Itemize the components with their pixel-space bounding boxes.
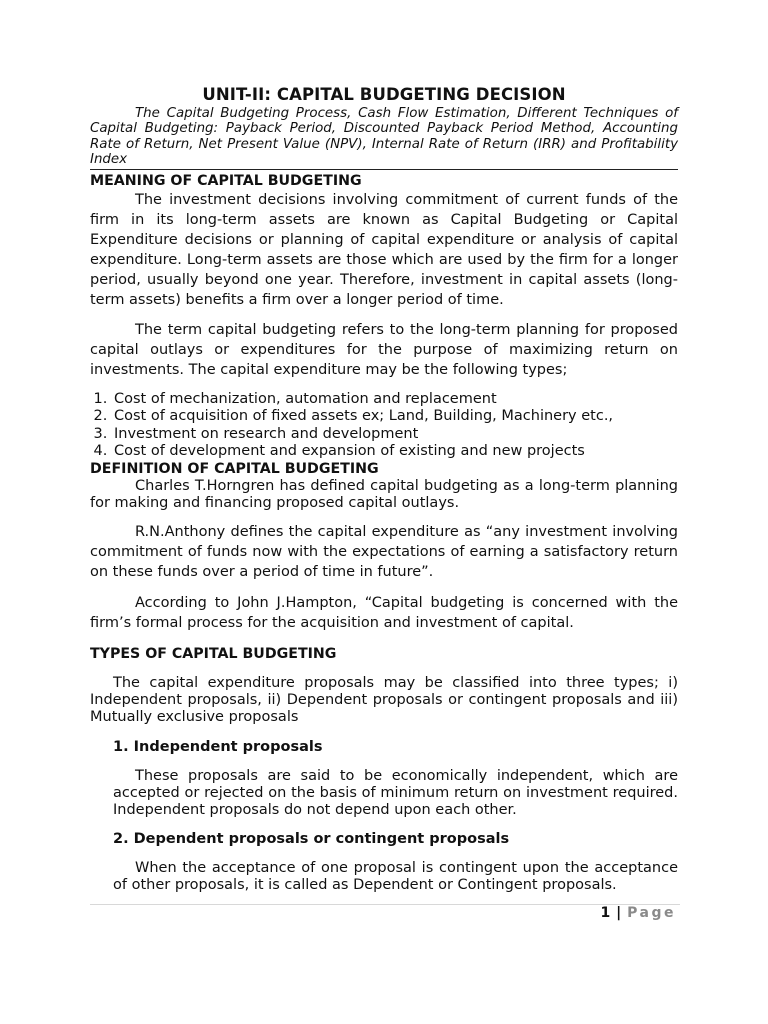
expenditure-types-list bbox=[90, 391, 678, 461]
meaning-heading: MEANING OF CAPITAL BUDGETING bbox=[90, 172, 362, 189]
dependent-proposals-heading: 2. Dependent proposals or contingent proposals bbox=[113, 830, 510, 847]
page-separator: | bbox=[616, 905, 622, 921]
definition-paragraph-1: Charles T.Horngren has defined capital budgeting as a long-term planning for making and financing proposed capital outlays. bbox=[90, 477, 678, 511]
list-item: 2. Cost of acquisition of fixed assets ex; Land, Building, Machinery etc., bbox=[112, 408, 678, 426]
page-title: UNIT-II: CAPITAL BUDGETING DECISION bbox=[202, 85, 566, 104]
list-item: 4. Cost of development and expansion of existing and new projects bbox=[112, 443, 678, 461]
independent-proposals-text bbox=[90, 768, 678, 819]
page-footer bbox=[601, 905, 676, 921]
meaning-paragraph-1: The investment decisions involving commitment of current funds of the firm in its long-term assets are known as Capital Budgeting or Capital Expenditure decisions or planning of capital expenditure or analysis of capital expenditure. Long-term assets are those which are used by the firm for a longer period, usually beyond one year. Therefore, investment in capital assets (long-term assets) benefits a firm over a longer period of time. bbox=[90, 191, 678, 308]
types-heading: TYPES OF CAPITAL BUDGETING bbox=[90, 645, 337, 662]
dependent-proposals-text bbox=[90, 860, 678, 894]
definition-heading: DEFINITION OF CAPITAL BUDGETING bbox=[90, 460, 379, 477]
types-section bbox=[90, 646, 678, 894]
meaning-section bbox=[90, 173, 678, 461]
definition-paragraph-3: According to John J.Hampton, “Capital budgeting is concerned with the firm’s formal process for the acquisition and investment of capital. bbox=[90, 594, 678, 631]
independent-proposals-body: These proposals are said to be economically independent, which are accepted or rejected on the basis of minimum return on investment required. Independent proposals do not depend upon each other. bbox=[113, 767, 678, 818]
meaning-paragraph-2: The term capital budgeting refers to the long-term planning for proposed capital outlays or expenditures for the purpose of maximizing return on investments. The capital expenditure may be the following types; bbox=[90, 321, 678, 378]
definition-section bbox=[90, 461, 678, 633]
dependent-proposals-body: When the acceptance of one proposal is contingent upon the acceptance of other proposals, it is called as Dependent or Contingent proposals. bbox=[113, 859, 678, 893]
list-item: 3. Investment on research and development bbox=[112, 426, 678, 444]
page-label: Page bbox=[627, 905, 676, 921]
list-item: 1. Cost of mechanization, automation and replacement bbox=[112, 391, 678, 409]
types-intro: The capital expenditure proposals may be classified into three types; i) Independent proposals, ii) Dependent proposals or contingent proposals and iii) Mutually exclusive proposals bbox=[90, 674, 678, 725]
footer-divider bbox=[90, 904, 680, 905]
page-number: 1 bbox=[600, 905, 611, 921]
independent-proposals-heading: 1. Independent proposals bbox=[113, 738, 323, 755]
definition-paragraph-2: R.N.Anthony defines the capital expenditure as “any investment involving commitment of funds now with the expectations of earning a satisfactory return on these funds over a period of time in future”. bbox=[90, 523, 678, 580]
document-page bbox=[90, 84, 678, 894]
unit-subtitle: The Capital Budgeting Process, Cash Flow Estimation, Different Techniques of Capital Budgeting: Payback Period, Discounted Payback Period Method, Accounting Rate of Return, Net Present Value (NPV), Internal Rate of Return (IRR) and Profitability Index bbox=[90, 106, 678, 170]
